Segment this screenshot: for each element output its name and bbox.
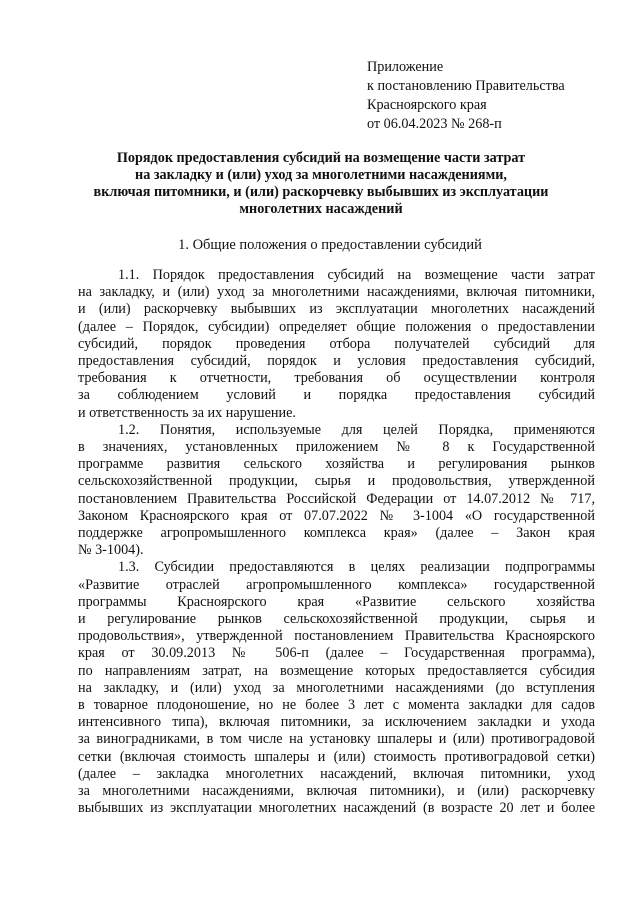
body-line: за виноградниками, в том числе на установку шпалеры и (или) противоградовой [78, 731, 595, 748]
body-line: 1.2. Понятия, используемые для целей Порядка, применяются [118, 421, 595, 438]
appendix-block [367, 58, 565, 134]
body-line: по направлениям затрат, на возмещение которых предоставляется субсидия [78, 662, 595, 679]
section-heading: 1. Общие положения о предоставлении субсидий [178, 237, 482, 253]
body-line: 1.1. Порядок предоставления субсидий на возмещение части затрат [118, 267, 595, 283]
body-line: поддержке агропромышленного комплекса края» (далее – Закон края [78, 525, 595, 542]
body-line: постановлением Правительства Российской Федерации от 14.07.2012 № 717, [78, 490, 595, 507]
body-line: сетки (включая стоимость шпалеры и (или) стоимость противоградовой сетки) [78, 748, 595, 765]
title-line: на закладку и (или) уход за многолетними насаждениями, [135, 167, 507, 183]
body-line: выбывших из эксплуатации многолетних насаждений (в возрасте 20 лет и более [78, 800, 595, 817]
body-line: требования к отчетности, требования об осуществлении контроля [78, 370, 595, 387]
body-line: субсидий, порядок проведения отбора получателей субсидий для [78, 335, 595, 352]
body-line: продовольствия», утвержденной постановлением Правительства Красноярского [78, 628, 595, 645]
body-line: интенсивного типа), включая питомники, за исключением закладки и ухода [78, 714, 595, 731]
title-line: многолетних насаждений [239, 201, 403, 217]
body-line: 1.3. Субсидии предоставляются в целях реализации подпрограммы [118, 559, 595, 576]
body-line: края от 30.09.2013 № 506-п (далее – Государственная программа), [78, 645, 595, 662]
body-line: «Развитие отраслей агропромышленного комплекса» государственной [78, 576, 595, 593]
body-line: (далее – закладка многолетних насаждений, включая питомники, уход [78, 765, 595, 782]
title-line: Порядок предоставления субсидий на возмещение части затрат [116, 150, 526, 166]
body-line: за многолетними насаждениями, включая питомники), и (или) раскорчевку [78, 783, 595, 800]
body-line: на закладку, и (или) уход за многолетними насаждениями (до вступления [78, 679, 595, 696]
appendix-line: Приложение [367, 59, 444, 75]
body-line: и (или) раскорчевку выбывших из эксплуатации многолетних насаждений [78, 301, 595, 318]
body-line: в значениях, установленных приложением № 8 к Государственной [78, 439, 595, 456]
body-line: предоставления субсидий, порядок и условия предоставления субсидий, [78, 353, 595, 370]
body-line: сельскохозяйственной продукции, сырья и продовольствия, утвержденной [78, 473, 595, 490]
body-line: и регулирование рынков сельскохозяйственной продукции, сырья и [78, 611, 595, 628]
body-line: в товарное плодоношение, но не более 3 лет с момента закладки для садов [78, 697, 595, 714]
body-line: № 3-1004). [78, 542, 144, 559]
body-line: программе развития сельского хозяйства и регулирования рынков [78, 456, 595, 473]
document-title [60, 150, 582, 218]
body-line: и ответственность за их нарушение. [78, 404, 296, 421]
body-line: программы Красноярского края «Развитие сельского хозяйства [78, 593, 595, 610]
appendix-line: к постановлению Правительства [367, 78, 565, 94]
body-line: на закладку, и (или) уход за многолетними насаждениями, включая питомники, [78, 284, 595, 301]
body-line: Законом Красноярского края от 07.07.2022 № 3-1004 «О государственной [78, 507, 595, 524]
appendix-line: Красноярского края [367, 97, 487, 113]
title-line: включая питомники, и (или) раскорчевку выбывших из эксплуатации [93, 184, 549, 200]
body-line: (далее – Порядок, субсидии) определяет общие положения о предоставлении [78, 318, 595, 335]
body-text [78, 267, 595, 818]
appendix-line: от 06.04.2023 № 268-п [367, 116, 502, 132]
body-line: за соблюдением условий и порядка предоставления субсидий [78, 387, 595, 404]
